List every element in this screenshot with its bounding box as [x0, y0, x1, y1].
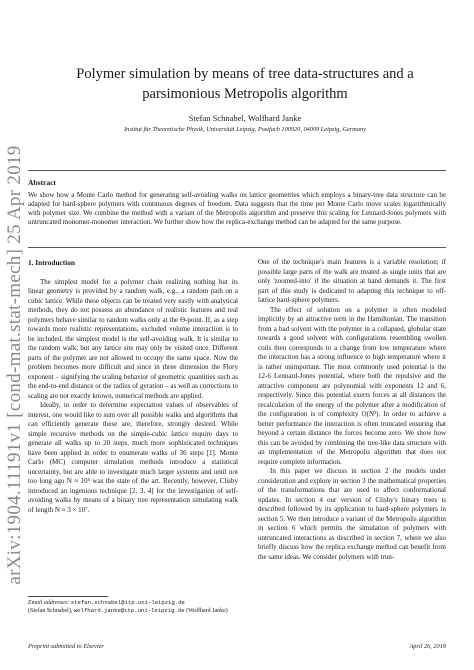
right-column: [258, 258, 446, 562]
email-owner: (Wolfhard Janke): [186, 608, 228, 614]
preprint-note: Preprint submitted to Elsevier: [28, 643, 104, 650]
abstract-bottom-rule: [28, 247, 446, 248]
abstract-top-rule: [28, 170, 446, 171]
body-paragraph: The simplest model for a polymer chain realizing nothing but its linear geometry is provided by a random walk, e.g., a random path on a cubic lattice. While these objects can be treated very easily with analytical methods, they do not possess an abundance of realistic features and real polymers behave similar to random walks only at the Θ-point. If, as a step towards more realistic representations, excluded volume interaction is to be included, the simplest model is the self-avoiding walk. It is similar to the random walk, but any lattice site may only be visited once. Different parts of the polymer are not allowed to occupy the same space. Now the problem becomes more difficult and since in three dimension the Flory exponent – signifying the scaling behavior of geometric quantities such as the end-to-end distance or the radius of gyration – as well as corrections to scaling are not exactly known, numerical methods are applied.: [28, 277, 238, 400]
body-paragraph: The effect of solution on a polymer is often modeled implicitly by an attractive term in the Hamiltonian. The transition from a bad solvent with the polymer in a collapsed, globular state towards a good solvent with configurations resembling swollen coils then corresponds to a change from low temperature where the interaction has a strong influence to high temperature where it is rather unimportant. The most commonly used potential is the 12-6 Lennard-Jones potential, where both the repulsive and the attractive component are polynomial with exponents 12 and 6, respectively. Since this potential exerts forces at all distances the recalculation of the energy of the polymer after a modification of the configuration is of complexity O(N²). In order to achieve a better performance the interaction is often truncated ensuring that beyond a certain distance the forces become zero. We show how this can be avoided by combining the tree-like data structure with an implementation of the Metropolis algorithm that does not require complete information.: [258, 305, 446, 466]
left-column: [28, 258, 238, 515]
abstract-heading: Abstract: [28, 178, 56, 187]
paper-affiliation: Institut für Theoretische Physik, Universität Leipzig, Postfach 100920, 04009 Leipzig, Germany: [124, 126, 366, 133]
email-owner: (Stefan Schnabel),: [28, 608, 73, 614]
preprint-date: April 26, 2019: [409, 643, 446, 650]
footnote: [28, 599, 238, 615]
arxiv-stamp-text: arXiv:1904.11191v1 [cond-mat.stat-mech] 25 Apr 2019: [4, 145, 25, 585]
paper-title: Polymer simulation by means of tree data-structures and a parsimonious Metropolis algorithm: [76, 66, 414, 102]
footnote-rule: [28, 596, 108, 597]
arxiv-stamp: [2, 145, 28, 585]
section-heading: 1. Introduction: [28, 258, 75, 267]
email-link[interactable]: stefan.schnabel@itp.uni-leipzig.de: [70, 599, 185, 606]
body-paragraph: Ideally, in order to determine expectation values of observables of interest, one would like to sum over all possible walks and algorithms that can efficiently generate these are, therefore, strongly desired. While simple recursive methods on the simple-cubic lattice require days to generate all walks up to 20 steps, much more sophisticated techniques have been applied in order to enumerate walks of 36 steps [1]. Monte Carlo (MC) computer simulation methods introduce a statistical uncertainty, but are able to investigate much larger systems and until not too long ago N ≈ 10⁵ was the state of the art. Recently, however, Clisby introduced an ingenious technique [2, 3, 4] for the investigation of self-avoiding walks by means of a binary tree representation simulating walk of length N ≈ 3 × 10⁷.: [28, 401, 238, 514]
abstract-text: We show how a Monte Carlo method for generating self-avoiding walks on lattice geometries which employs a binary-tree data structure can be adapted for hard-sphere polymers with continuous degrees of freedom. Data suggests that the time per Monte Carlo move scales logarithmically with polymer size. We combine the method with a variant of the Metropolis algorithm and preserve this scaling for Lennard-Jones polymers with untruncated monomer-monomer interaction. We further show how the replica-exchange method can be adapted for the same purpose.: [28, 191, 446, 226]
paper-authors: Stefan Schnabel, Wolfhard Janke: [188, 113, 302, 123]
email-link[interactable]: wolfhard.janke@itp.uni-leipzig.de: [73, 607, 185, 614]
body-paragraph: In this paper we discuss in section 2 the models under consideration and explore in section 3 the mathematical properties of the transformations that are used to affect conformational updates. In section 4 our version of Clisby's binary trees is described followed by its application to hard-sphere polymers in section 5. We then introduce a variant of the Metropolis algorithm in section 6 which permits the simulation of polymers with untruncated interactions as described in section 7, where we also briefly discuss how the replica exchange method can benefit from the same ideas. We consider polymers with trun-: [258, 467, 446, 561]
body-paragraph: One of the technique's main features is a variable resolution; if possible large parts of the walk are treated as single units that are only 'zoomed-into' if the situation at hand demands it. The first part of this study is dedicated to adapting this technique to off-lattice hard-sphere polymers.: [258, 258, 446, 304]
email-label: Email addresses:: [28, 600, 70, 606]
